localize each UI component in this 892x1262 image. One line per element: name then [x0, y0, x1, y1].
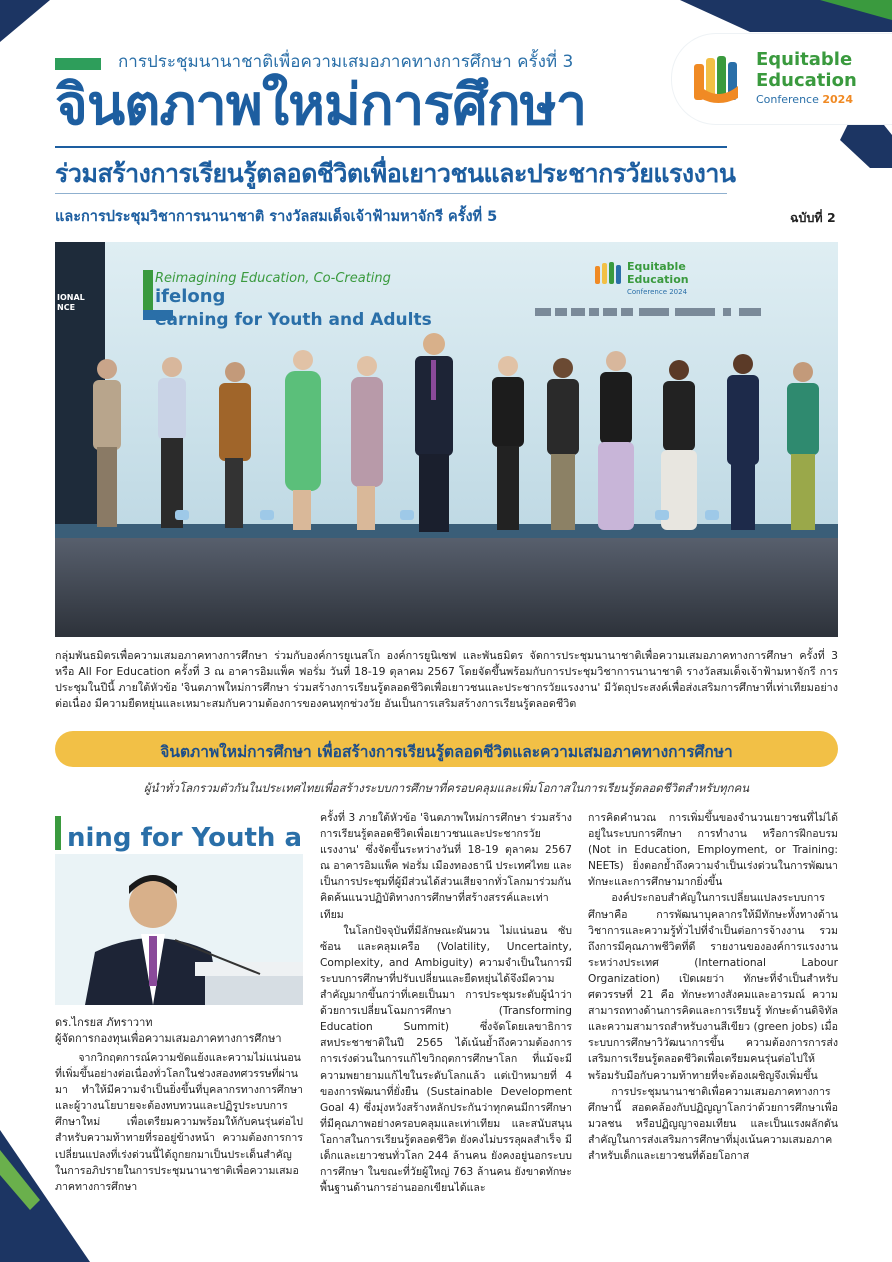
logo-text-line2: Education	[756, 70, 857, 91]
paragraph: องค์ประกอบสำคัญในการเปลี่ยนแปลงระบบการศึกษาคือ การพัฒนาบุคลากรให้มีทักษะทั้งทางด้านวิชาการและความรู้ทั่วไปที่จำเป็นต่อการจ้างงาน รวมถึงการมีคุณภาพชีวิตที่ดี รายงานขององค์การแรงงานระหว่างประเทศ (International Labour Organization) เปิดเผยว่า ทักษะที่จำเป็นสำหรับศตวรรษที่ 21 คือ ทักษะทางสังคมและอารมณ์ ความสามารถทางด้านการคิดและการเรียนรู้ ทักษะด้านดิจิทัล และความสามารถสำหรับงานสีเขียว (green jobs) เมื่อระบบการศึกษาวิวัฒนาการขึ้น ความต้องการการส่งเสริมการเรียนรู้ตลอดชีวิตเพื่อเตรียมคนรุ่นต่อไปให้พร้อมรับมือกับความท้าทายที่จะต้องเผชิญจึงเพิ่มขึ้น	[588, 892, 838, 1082]
backdrop-logo-line2: Education	[627, 273, 689, 286]
backdrop-logo-line1: Equitable	[627, 260, 686, 273]
backdrop-logo-line3: Conference 2024	[627, 288, 688, 296]
group-photo	[55, 242, 838, 637]
corner-decoration-top-left	[0, 0, 60, 60]
speaker-role: ผู้จัดการกองทุนเพื่อความเสมอภาคทางการศึกษา	[55, 1032, 282, 1045]
paragraph: การประชุมนานาชาติเพื่อความเสมอภาคทางการศึกษานี้ สอดคล้องกับปฏิญญาโลกว่าด้วยการศึกษาเพื่อมวลชน หรือปฏิญญาจอมเทียน และเป็นแรงผลักดันสำคัญในการส่งเสริมการศึกษาที่มุ่งเน้นความเสมอภาคสำหรับเด็กและเยาวชนที่ด้อยโอกาส	[588, 1085, 838, 1162]
logo-conference: Conference	[756, 93, 819, 106]
title-divider	[55, 146, 727, 148]
section-banner-title: จินตภาพใหม่การศึกษา เพื่อสร้างการเรียนรู้ตลอดชีวิตและความเสมอภาคทางการศึกษา	[160, 743, 733, 761]
book-hand-logo-icon	[690, 50, 746, 106]
speaker-portrait-illustration	[55, 812, 303, 1005]
speaker-portrait	[55, 812, 303, 1005]
paragraph: ครั้งที่ 3 ภายใต้หัวข้อ 'จินตภาพใหม่การศึกษา ร่วมสร้างการเรียนรู้ตลอดชีวิตเพื่อเยาวชนและประชากรวัยแรงงาน' ซึ่งจัดขึ้นระหว่างวันที่ 18-19 ตุลาคม 2567 ณ อาคารอิมแพ็ค ฟอรั่ม เมืองทองธานี ประเทศไทย และเป็นการประชุมที่ผู้มีส่วนได้ส่วนเสียจากทั่วโลกมาร่วมกันคิดค้นแนวปฏิบัติทางการศึกษาที่สร้างสรรค์และเท่าเทียม	[320, 812, 572, 921]
portrait-backdrop-text: ning for Youth a	[67, 823, 302, 853]
article-column-1	[55, 1050, 303, 1195]
photo-edge-text1: IONAL	[57, 293, 85, 302]
speaker-name: ดร.ไกรยส ภัทราวาท	[55, 1016, 153, 1029]
issue-number: ฉบับที่ 2	[790, 210, 836, 225]
photo-edge-text2: NCE	[57, 303, 76, 312]
paragraph: จากวิกฤตการณ์ความขัดแย้งและความไม่แน่นอนที่เพิ่มขึ้นอย่างต่อเนื่องทั่วโลกในช่วงสองทศวรรษที่ผ่านมา ทำให้มีความจำเป็นยิ่งขึ้นที่บุคลากรทางการศึกษาและผู้วางนโยบายจะต้องทบทวนและปฏิรูประบบการศึกษาใหม่ เพื่อเตรียมความพร้อมให้กับคนรุ่นต่อไปสำหรับความท้าทายที่รออยู่ข้างหน้า ความต้องการการเปลี่ยนแปลงที่เร่งด่วนนี้ได้ถูกยกมาเป็นประเด็นสำคัญในการอภิปรายในการประชุมนานาชาติเพื่อความเสมอภาคทางการศึกษา	[55, 1052, 303, 1193]
backdrop-headline-line3: earning for Youth and Adults	[155, 310, 432, 330]
subtitle-divider	[55, 193, 727, 194]
logo-text-line3	[756, 93, 853, 106]
page-title: จินตภาพใหม่การศึกษา	[55, 73, 587, 138]
article-lead: ผู้นำทั่วโลกรวมตัวกันในประเทศไทยเพื่อสร้างระบบการศึกษาที่ครอบคลุมและเพิ่มโอกาสในการเรียนรู้ตลอดชีวิตสำหรับทุกคน	[143, 781, 750, 795]
page-subtitle-secondary: และการประชุมวิชาการนานาชาติ รางวัลสมเด็จเจ้าฟ้ามหาจักรี ครั้งที่ 5	[55, 209, 498, 225]
backdrop-headline-line1: Reimagining Education, Co-Creating	[155, 271, 391, 286]
backdrop-headline-line2: ifelong	[155, 286, 226, 307]
conference-line: การประชุมนานาชาติเพื่อความเสมอภาคทางการศึกษา ครั้งที่ 3	[118, 52, 574, 72]
logo-year: 2024	[822, 93, 853, 106]
logo-text-line1: Equitable	[756, 49, 853, 70]
group-photo-illustration	[55, 242, 838, 637]
paragraph: ในโลกปัจจุบันที่มีลักษณะผันผวน ไม่แน่นอน ซับซ้อน และคลุมเครือ (Volatility, Uncertainty, Complexity, and Ambiguity) ความจำเป็นในการมีระบบการศึกษาที่ปรับเปลี่ยนและยืดหยุ่นได้จึงมีความสำคัญมากขึ้นกว่าที่เคยเป็นมา การประชุมระดับผู้นำว่าด้วยการเปลี่ยนโฉมการศึกษา (Transforming Education Summit) ซึ่งจัดโดยเลขาธิการสหประชาชาติในปี 2565 ได้เน้นย้ำถึงความต้องการการเร่งด่วนในการแก้ไขวิกฤตการศึกษาโลก ที่แม้จะมีความพยายามแก้ไขในระดับโลกแล้ว แต่เป้าหมายที่ 4 ของการพัฒนาที่ยั่งยืน (Sustainable Development Goal 4) ซึ่งมุ่งหวังสร้างหลักประกันว่าทุกคนมีการศึกษาที่มีคุณภาพอย่างครอบคลุมและเท่าเทียม และสนับสนุนโอกาสในการเรียนรู้ตลอดชีวิต ยังคงไม่บรรลุผลสำเร็จ มีเด็กและเยาวชนทั่วโลก 244 ล้านคน ยังคงอยู่นอกระบบการศึกษา ในขณะที่วัยผู้ใหญ่ 763 ล้านคน ยังขาดทักษะพื้นฐานด้านการอ่านออกเขียนได้และ	[320, 924, 572, 1195]
article-column-2	[320, 810, 572, 1196]
paragraph: การคิดคำนวณ การเพิ่มขึ้นของจำนวนเยาวชนที่ไม่ได้อยู่ในระบบการศึกษา การทำงาน หรือการฝึกอบรม (Not in Education, Employment, or Training: NEETs) ยิ่งตอกย้ำถึงความจำเป็นเร่งด่วนในการพัฒนาทักษะและการศึกษามากยิ่งขึ้น	[588, 812, 838, 889]
article-column-3	[588, 810, 838, 1164]
photo-caption: กลุ่มพันธมิตรเพื่อความเสมอภาคทางการศึกษา ร่วมกับองค์การยูเนสโก องค์การยูนิเซฟ และพันธมิตร จัดการประชุมนานาชาติเพื่อความเสมอภาคทางการศึกษา ครั้งที่ 3 หรือ All For Education ครั้งที่ 3 ณ อาคารอิมแพ็ค ฟอรั่ม วันที่ 18-19 ตุลาคม 2567 โดยจัดขึ้นพร้อมกับการประชุมวิชาการนานาชาติ รางวัลสมเด็จเจ้าฟ้ามหาจักรี การประชุมในปีนี้ ภายใต้หัวข้อ 'จินตภาพใหม่การศึกษา ร่วมสร้างการเรียนรู้ตลอดชีวิตเพื่อเยาวชนและประชากรวัยแรงงาน' มีวัตถุประสงค์เพื่อส่งเสริมการศึกษาที่เท่าเทียมอย่างต่อเนื่อง มีความยืดหยุ่นและเหมาะสมกับความต้องการของคนทุกช่วงวัย อันเป็นการเสริมสร้างการเรียนรู้ตลอดชีวิต	[55, 649, 838, 710]
page-subtitle: ร่วมสร้างการเรียนรู้ตลอดชีวิตเพื่อเยาวชนและประชากรวัยแรงงาน	[55, 159, 736, 188]
